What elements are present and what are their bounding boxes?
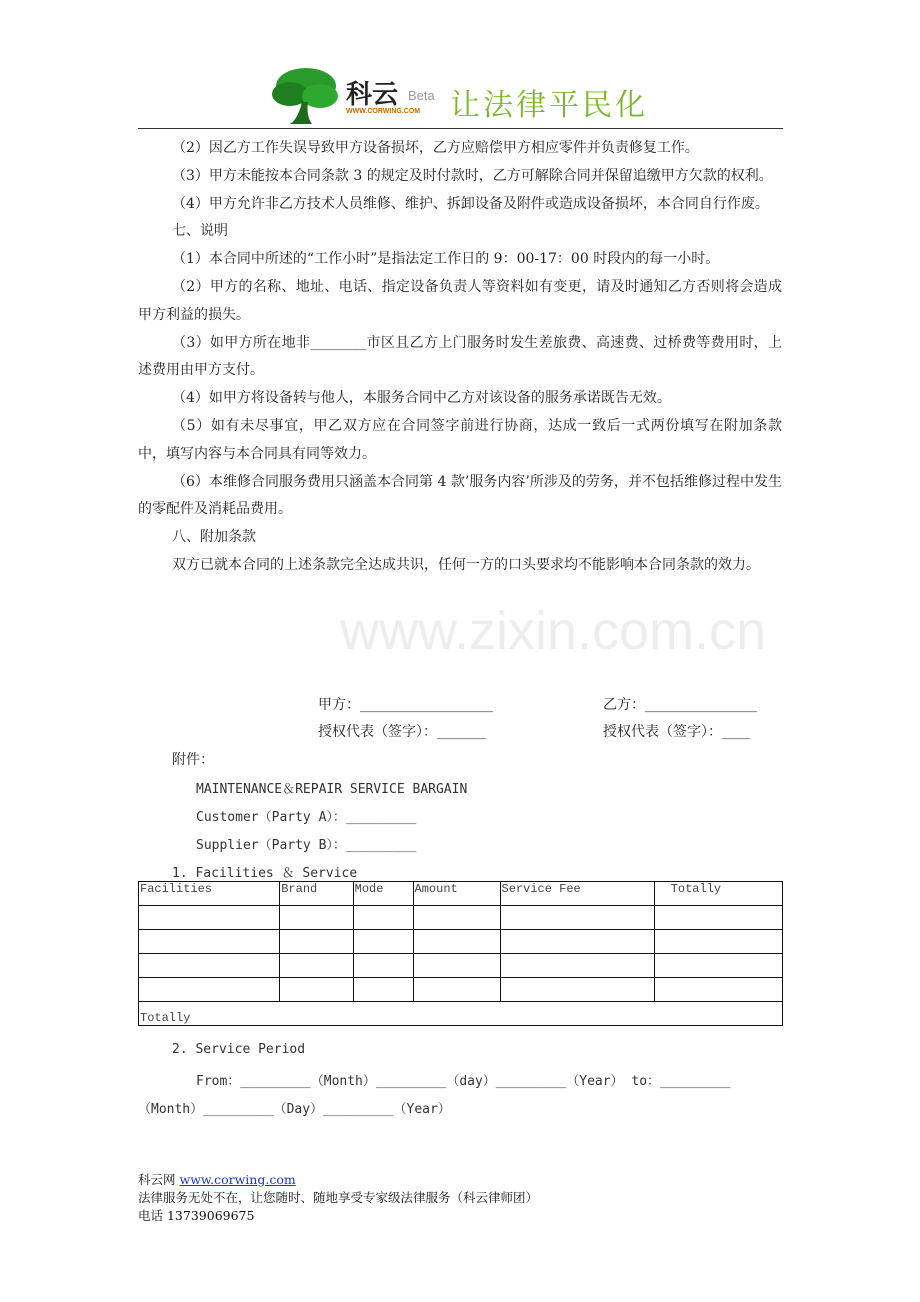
footer-site-label: 科云网 <box>138 1172 176 1187</box>
footer-link[interactable]: www.corwing.com <box>179 1172 296 1187</box>
section-facilities: 1. Facilities ＆ Service <box>172 866 358 881</box>
paragraph: （2）因乙方工作失误导致甲方设备损坏，乙方应赔偿甲方相应零件并负责修复工作。 <box>172 140 699 156</box>
header-logo <box>268 64 668 128</box>
paragraph: （2）甲方的名称、地址、电话、指定设备负责人等资料如有变更，请及时通知乙方否则将会造成甲方利益的损失。 <box>138 278 782 323</box>
table-row <box>139 954 783 978</box>
beta-label: Beta <box>408 88 435 103</box>
cell <box>280 954 353 978</box>
paragraph: （4）如甲方将设备转与他人，本服务合同中乙方对该设备的服务承诺既告无效。 <box>172 390 671 407</box>
cell <box>413 906 500 930</box>
site-url-logo: WWW.CORWING.COM <box>346 108 421 115</box>
cell <box>413 954 500 978</box>
paragraph: （1）本合同中所述的“工作小时”是指法定工作日的 9：00-17：00 时段内的每一小时。 <box>172 251 720 268</box>
cell <box>500 906 655 930</box>
tree-logo-icon <box>268 64 348 128</box>
cell <box>413 978 500 1002</box>
paragraph: （4）甲方允许非乙方技术人员维修、维护、拆卸设备及附件或造成设备损坏，本合同自行作废。 <box>172 195 769 212</box>
party-a-representative: 授权代表（签字）：_______ <box>318 724 486 740</box>
cell <box>139 978 280 1002</box>
header-divider <box>138 128 783 129</box>
period-from: From：_________（Month）_________（day）_________（Year） to：_________ <box>196 1074 731 1089</box>
party-b-signature: 乙方：________________ <box>603 697 757 713</box>
cell <box>280 978 353 1002</box>
header-cell: Mode <box>353 882 413 906</box>
cell <box>655 930 783 954</box>
footer <box>138 1171 538 1225</box>
attachment-label: 附件： <box>172 752 214 768</box>
cell <box>655 906 783 930</box>
section-heading: 八、附加条款 <box>172 529 256 546</box>
section-heading: 七、说明 <box>172 223 228 240</box>
cell <box>139 930 280 954</box>
paragraph: 双方已就本合同的上述条款完全达成共识，任何一方的口头要求均不能影响本合同条款的效力。 <box>172 556 760 573</box>
table-total-row <box>139 1002 783 1026</box>
facilities-table <box>138 881 783 1026</box>
period-to: （Month）_________（Day）_________（Year） <box>138 1102 451 1117</box>
cell <box>353 930 413 954</box>
slogan: 让法律平民化 <box>450 88 648 123</box>
customer-field: Customer（Party A）：_________ <box>196 810 417 825</box>
header-cell: Service Fee <box>500 882 655 906</box>
paragraph: （6）本维修合同服务费用只涵盖本合同第 4 款’服务内容’所涉及的劳务，并不包括维修过程中发生的零配件及消耗品费用。 <box>138 473 782 518</box>
cell <box>353 978 413 1002</box>
attachment-title: MAINTENANCE＆REPAIR SERVICE BARGAIN <box>196 782 468 797</box>
brand-name: 科云 <box>346 80 399 110</box>
watermark: www.zixin.com.cn <box>340 601 767 661</box>
footer-tagline: 法律服务无处不在，让您随时、随地享受专家级法律服务（科云律师团） <box>138 1190 539 1205</box>
cell <box>280 906 353 930</box>
cell <box>139 906 280 930</box>
party-a-signature: 甲方：___________________ <box>318 697 493 713</box>
header-cell: Facilities <box>139 882 280 906</box>
table-header-row <box>139 882 783 906</box>
table-row <box>139 930 783 954</box>
table-row <box>139 978 783 1002</box>
section-service-period: 2. Service Period <box>172 1042 306 1057</box>
cell <box>500 954 655 978</box>
cell <box>500 978 655 1002</box>
cell <box>655 954 783 978</box>
cell <box>139 954 280 978</box>
cell <box>353 906 413 930</box>
paragraph: （3）如甲方所在地非________市区且乙方上门服务时发生差旅费、高速费、过桥费等费用时，上述费用由甲方支付。 <box>138 334 782 379</box>
footer-phone: 电话 13739069675 <box>138 1208 255 1223</box>
paragraph: （3）甲方未能按本合同条款 3 的规定及时付款时，乙方可解除合同并保留追缴甲方欠款的权利。 <box>172 167 773 184</box>
contract-body <box>138 135 782 580</box>
paragraph: （5）如有未尽事宜，甲乙双方应在合同签字前进行协商，达成一致后一式两份填写在附加条款中，填写内容与本合同具有同等效力。 <box>138 417 782 462</box>
header-cell: Amount <box>413 882 500 906</box>
total-cell: Totally <box>139 1002 783 1026</box>
table-row <box>139 906 783 930</box>
party-b-representative: 授权代表（签字）：____ <box>603 724 750 740</box>
supplier-field: Supplier（Party B）：_________ <box>196 838 417 853</box>
cell <box>280 930 353 954</box>
cell <box>353 954 413 978</box>
cell <box>655 978 783 1002</box>
cell <box>413 930 500 954</box>
cell <box>500 930 655 954</box>
header-cell: Brand <box>280 882 353 906</box>
header-cell: Totally <box>655 882 783 906</box>
